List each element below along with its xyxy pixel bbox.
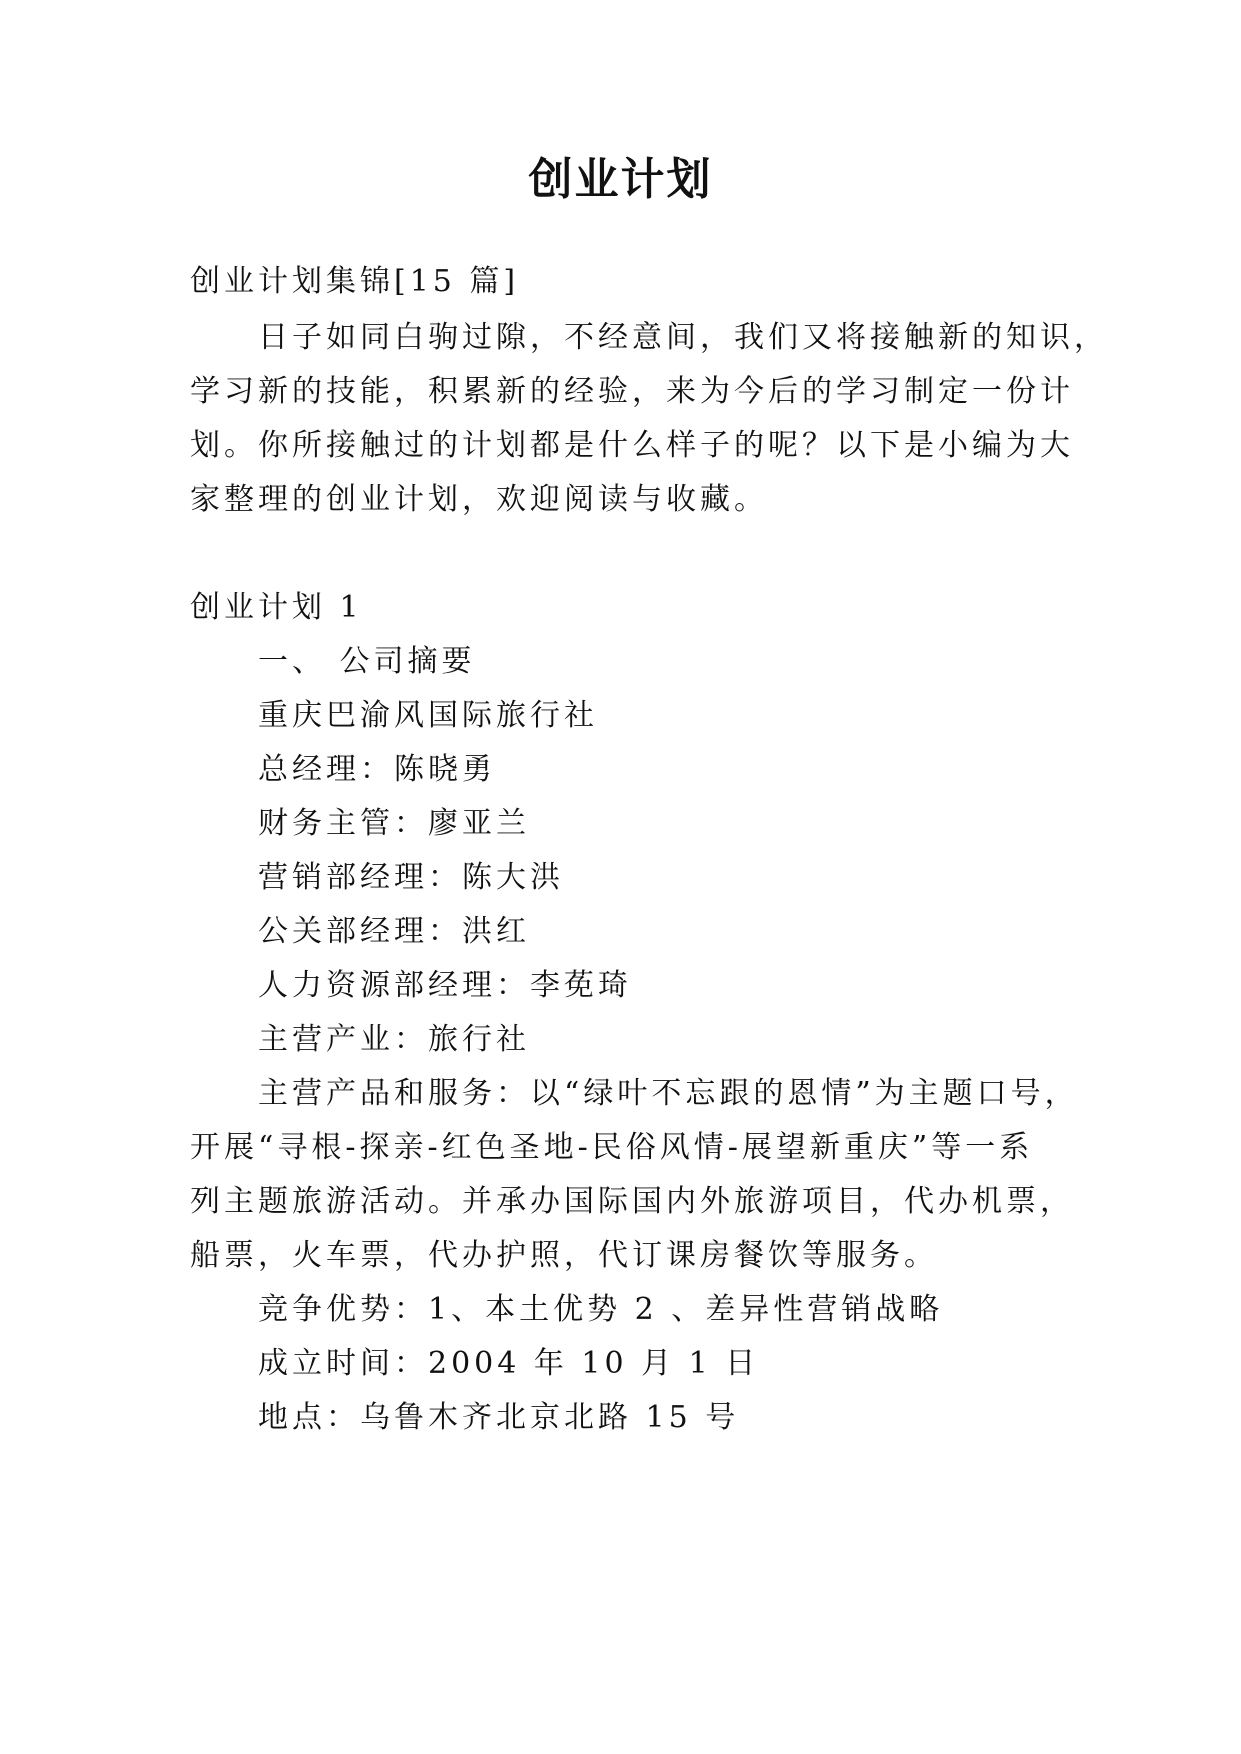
intro-line-2: 学习新的技能，积累新的经验，来为今后的学习制定一份计 [190, 374, 1074, 409]
main-industry: 主营产业：旅行社 [258, 1022, 530, 1057]
pr-manager: 公关部经理：洪红 [258, 914, 530, 949]
company-name: 重庆巴渝风国际旅行社 [258, 698, 598, 733]
intro-line-3: 划。你所接触过的计划都是什么样子的呢？以下是小编为大 [190, 428, 1074, 463]
hr-manager: 人力资源部经理：李莬琦 [258, 968, 632, 1003]
section-heading: 创业计划 1 [190, 590, 363, 625]
finance-head: 财务主管：廖亚兰 [258, 806, 530, 841]
intro-line-4: 家整理的创业计划，欢迎阅读与收藏。 [190, 482, 768, 517]
location: 地点：乌鲁木齐北京北路 15 号 [258, 1400, 740, 1435]
company-summary-heading: 一、 公司摘要 [258, 644, 476, 679]
services-line-3: 列主题旅游活动。并承办国际国内外旅游项目，代办机票， [190, 1184, 1074, 1219]
services-line-1: 主营产品和服务：以“绿叶不忘跟的恩情”为主题口号， [258, 1076, 1079, 1111]
services-line-4: 船票，火车票，代办护照，代订课房餐饮等服务。 [190, 1238, 938, 1273]
intro-line-1: 日子如同白驹过隙，不经意间，我们又将接触新的知识， [258, 320, 1108, 355]
competitive-advantage: 竞争优势：1、本土优势 2 、差异性营销战略 [258, 1292, 944, 1327]
founding-date: 成立时间：2004 年 10 月 1 日 [258, 1346, 760, 1381]
marketing-manager: 营销部经理：陈大洪 [258, 860, 564, 895]
services-line-2: 开展“寻根-探亲-红色圣地-民俗风情-展望新重庆”等一系 [190, 1130, 1034, 1165]
general-manager: 总经理：陈晓勇 [258, 752, 496, 787]
document-title: 创业计划 [528, 154, 713, 205]
collection-subtitle: 创业计划集锦[15 篇] [190, 264, 520, 299]
